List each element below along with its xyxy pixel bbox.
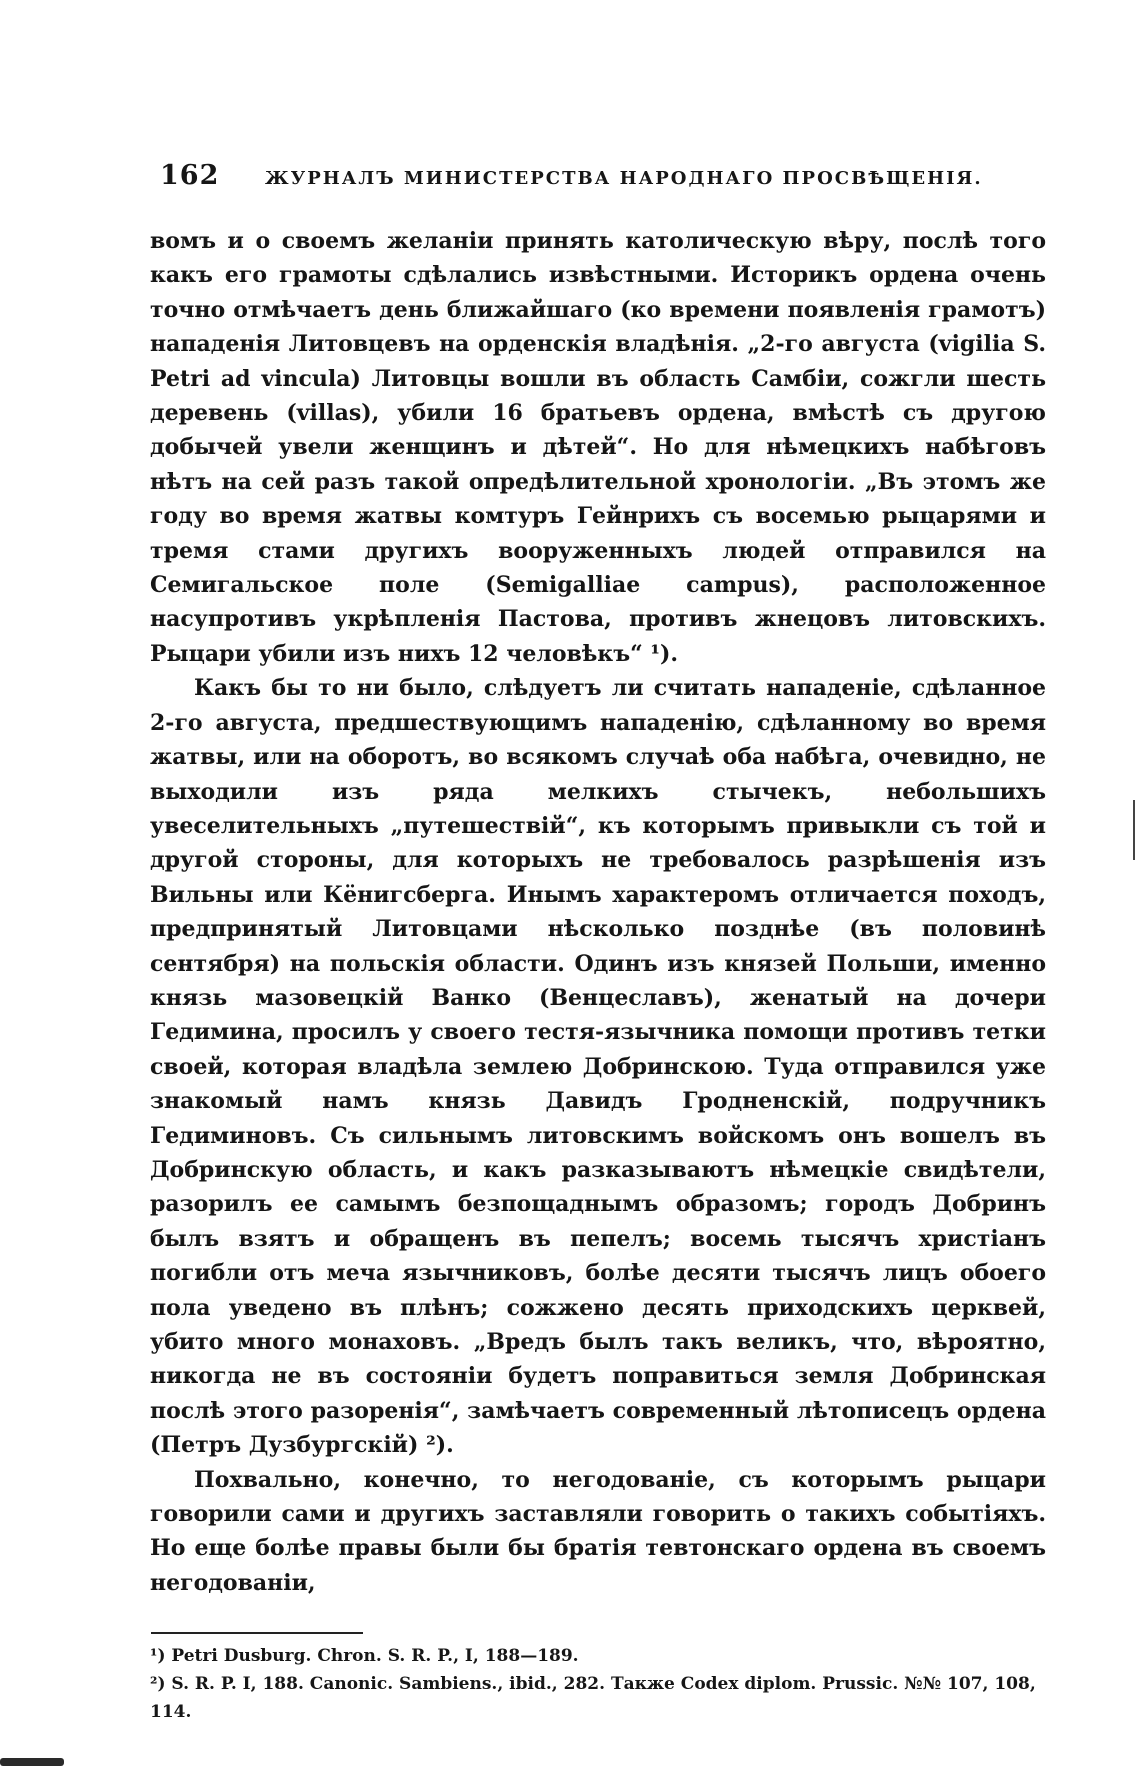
page-number: 162 (160, 160, 220, 191)
footnote-1: ¹) Petri Dusburg. Chron. S. R. P., I, 188—189. (150, 1646, 579, 1666)
body-text (150, 224, 1046, 1600)
paragraph-3: Похвально, конечно, то негодованіе, съ которымъ рыцари говорили сами и другихъ заставляли говорить о такихъ событіяхъ. Но еще болѣе правы были бы братія тевтонскаго ордена въ своемъ негодованіи, (150, 1466, 1046, 1596)
paragraph-1: вомъ и о своемъ желаніи принять католическую вѣру, послѣ того какъ его грамоты сдѣлались извѣстными. Историкъ ордена очень точно отмѣчаетъ день ближайшаго (ко времени появленія грамотъ) нападенія Литовцевъ на орденскія владѣнія. „2-го августа (vigilia S. Petri ad vincula) Литовцы вошли въ область Самбіи, сожгли шесть деревень (villas), убили 16 братьевъ ордена, вмѣстѣ съ другою добычей увели женщинъ и дѣтей“. Но для нѣмецкихъ набѣговъ нѣтъ на сей разъ такой опредѣлительной хронологіи. „Въ этомъ же году во время жатвы комтуръ Гейнрихъ съ восемью рыцарями и тремя стами другихъ вооруженныхъ людей отправился на Семигальское поле (Semigalliae campus), расположенное насупротивъ укрѣпленія Пастова, противъ жнецовъ литовскихъ. Рыцари убили изъ нихъ 12 человѣкъ“ ¹). (150, 228, 1046, 667)
scan-smudge (0, 1758, 64, 1766)
paragraph-2: Какъ бы то ни было, слѣдуетъ ли считать нападеніе, сдѣланное 2-го августа, предшествующимъ нападенію, сдѣланному во время жатвы, или на оборотъ, во всякомъ случаѣ оба набѣга, очевидно, не выходили изъ ряда мелкихъ стычекъ, небольшихъ увеселительныхъ „путешествій“, къ которымъ привыкли съ той и другой стороны, для которыхъ не требовалось разрѣшенія изъ Вильны или Кёнигсберга. Инымъ характеромъ отличается походъ, предпринятый Литовцами нѣсколько позднѣе (въ половинѣ сентября) на польскія области. Одинъ изъ князей Польши, именно князь мазовецкій Ванко (Венцеславъ), женатый на дочери Гедимина, просилъ у своего тестя-язычника помощи противъ тетки своей, которая владѣла землею Добринскою. Туда отправился уже знакомый намъ князь Давидъ Гродненскій, подручникъ Гедиминовъ. Съ сильнымъ литовскимъ войскомъ онъ вошелъ въ Добринскую область, и какъ разказываютъ нѣмецкіе свидѣтели, разорилъ ее самымъ безпощаднымъ образомъ; городъ Добринъ былъ взятъ и обращенъ въ пепелъ; восемь тысячъ христіанъ погибли отъ меча язычниковъ, болѣе десяти тысячъ лицъ обоего пола уведено въ плѣнъ; сожжено десять приходскихъ церквей, убито много монаховъ. „Вредъ былъ такъ великъ, что, вѣроятно, никогда не въ состояніи будетъ поправиться земля Добринская послѣ этого разоренія“, замѣчаетъ современный лѣтописецъ ордена (Петръ Дузбургскій) ²). (150, 675, 1046, 1459)
footnote-2: ²) S. R. P. I, 188. Canonic. Sambiens., ibid., 282. Также Codex diplom. Prussic. №№ 107, 108, 114. (150, 1674, 1036, 1722)
footnotes (150, 1642, 1046, 1726)
running-title: ЖУРНАЛЪ МИНИСТЕРСТВА НАРОДНАГО ПРОСВѢЩЕНІЯ. (265, 168, 983, 189)
footnote-separator (151, 1632, 363, 1634)
scan-edge-mark (1133, 800, 1135, 860)
page-header (160, 160, 1050, 200)
